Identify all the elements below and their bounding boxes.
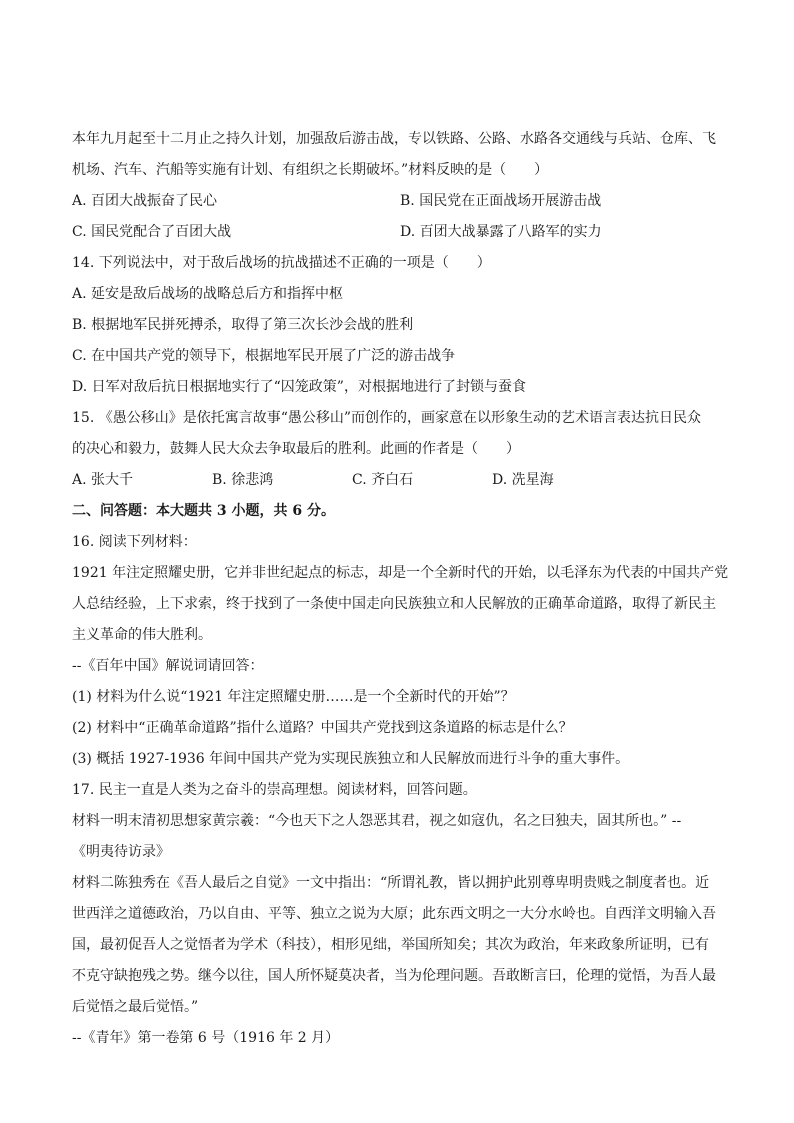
q13-options-row-2 <box>72 217 728 248</box>
q13-text-line-1: 本年九月起至十二月止之持久计划，加强敌后游击战，专以铁路、公路、水路各交通线与兵站、仓库、飞 <box>72 131 716 147</box>
q17-material-2-line-2: 世西洋之道德政治，乃以自由、平等、独立之说为大原；此东西文明之一大分水岭也。自西洋文明输入吾 <box>72 906 716 922</box>
q16-subquestion-1: (1) 材料为什么说“1921 年注定照耀史册……是一个全新时代的开始”？ <box>72 689 515 705</box>
q17-material-2-line-3: 国，最初促吾人之觉悟者为学术（科技），相形见绌，举国所知矣；其次为政治，年来政象所证明，已有 <box>72 937 709 953</box>
q14-stem: 14. 下列说法中，对于敌后战场的抗战描述不正确的一项是（ ） <box>72 255 491 271</box>
question-13-continuation <box>72 124 728 248</box>
q15-option-b: B. 徐悲鸿 <box>212 472 274 488</box>
question-16 <box>72 527 728 775</box>
q17-material-2-line-1: 材料二陈独秀在《吾人最后之自觉》一文中指出：“所谓礼教，皆以拥护此别尊卑明贵贱之制度者也。近 <box>72 875 710 891</box>
question-17 <box>72 775 728 1054</box>
q13-option-d: D. 百团大战暴露了八路军的实力 <box>400 224 602 240</box>
q13-option-c: C. 国民党配合了百团大战 <box>72 224 232 240</box>
q13-option-b: B. 国民党在正面战场开展游击战 <box>400 193 602 209</box>
q15-option-c: C. 齐白石 <box>352 472 414 488</box>
q13-text-line-2: 机场、汽车、汽船等实施有计划、有组织之长期破坏。”材料反映的是（ ） <box>72 162 549 178</box>
question-15 <box>72 403 728 496</box>
q14-option-a: A. 延安是敌后战场的战略总后方和指挥中枢 <box>72 286 344 302</box>
q17-material-1-line-1: 材料一明末清初思想家黄宗羲：“今也天下之人怨恶其君，视之如寇仇，名之曰独夫，固其所也。” -- <box>72 813 682 829</box>
q15-option-a: A. 张大千 <box>72 472 134 488</box>
q15-options-row <box>72 465 728 496</box>
q17-material-2-line-5: 后觉悟之最后觉悟。” <box>72 999 199 1015</box>
page-content <box>72 124 728 1054</box>
q13-option-a: A. 百团大战振奋了民心 <box>72 193 218 209</box>
q14-option-d: D. 日军对敌后抗日根据地实行了“囚笼政策”，对根据地进行了封锁与蚕食 <box>72 379 526 395</box>
q16-stem: 16. 阅读下列材料： <box>72 534 197 550</box>
q16-subquestion-2: (2) 材料中“正确革命道路”指什么道路？中国共产党找到这条道路的标志是什么？ <box>72 720 573 736</box>
q13-options-row-1 <box>72 186 728 217</box>
q17-material-1-line-2: 《明夷待访录》 <box>72 844 170 860</box>
q16-material-line-3: 主义革命的伟大胜利。 <box>72 627 212 643</box>
q16-subquestion-3: (3) 概括 1927-1936 年间中国共产党为实现民族独立和人民解放而进行斗争的重大事件。 <box>72 751 630 767</box>
q15-text-line-1: 15. 《愚公移山》是依托寓言故事“愚公移山”而创作的，画家意在以形象生动的艺术语言表达抗日民众 <box>72 410 702 426</box>
q17-stem: 17. 民主一直是人类为之奋斗的崇高理想。阅读材料，回答问题。 <box>72 782 477 798</box>
q16-material-line-2: 人总结经验，上下求索，终于找到了一条使中国走向民族独立和人民解放的正确革命道路，取得了新民主 <box>72 596 716 612</box>
q15-text-line-2: 的决心和毅力，鼓舞人民大众去争取最后的胜利。此画的作者是（ ） <box>72 441 520 457</box>
section-2-heading: 二、问答题：本大题共 3 小题，共 6 分。 <box>72 503 335 519</box>
q16-source: --《百年中国》解说词请回答： <box>72 658 264 674</box>
q16-material-line-1: 1921 年注定照耀史册，它并非世纪起点的标志，却是一个全新时代的开始，以毛泽东为代表的中国共产党 <box>72 565 729 581</box>
q14-option-c: C. 在中国共产党的领导下，根据地军民开展了广泛的游击战争 <box>72 348 456 364</box>
question-14 <box>72 248 728 403</box>
q14-option-b: B. 根据地军民拼死搏杀，取得了第三次长沙会战的胜利 <box>72 317 414 333</box>
q17-material-2-source: --《青年》第一卷第 6 号（1916 年 2 月） <box>72 1030 340 1046</box>
q17-material-2-line-4: 不克守缺抱残之势。继今以往，国人所怀疑莫决者，当为伦理问题。吾敢断言曰，伦理的觉悟，为吾人最 <box>72 968 716 984</box>
q15-option-d: D. 冼星海 <box>492 472 554 488</box>
